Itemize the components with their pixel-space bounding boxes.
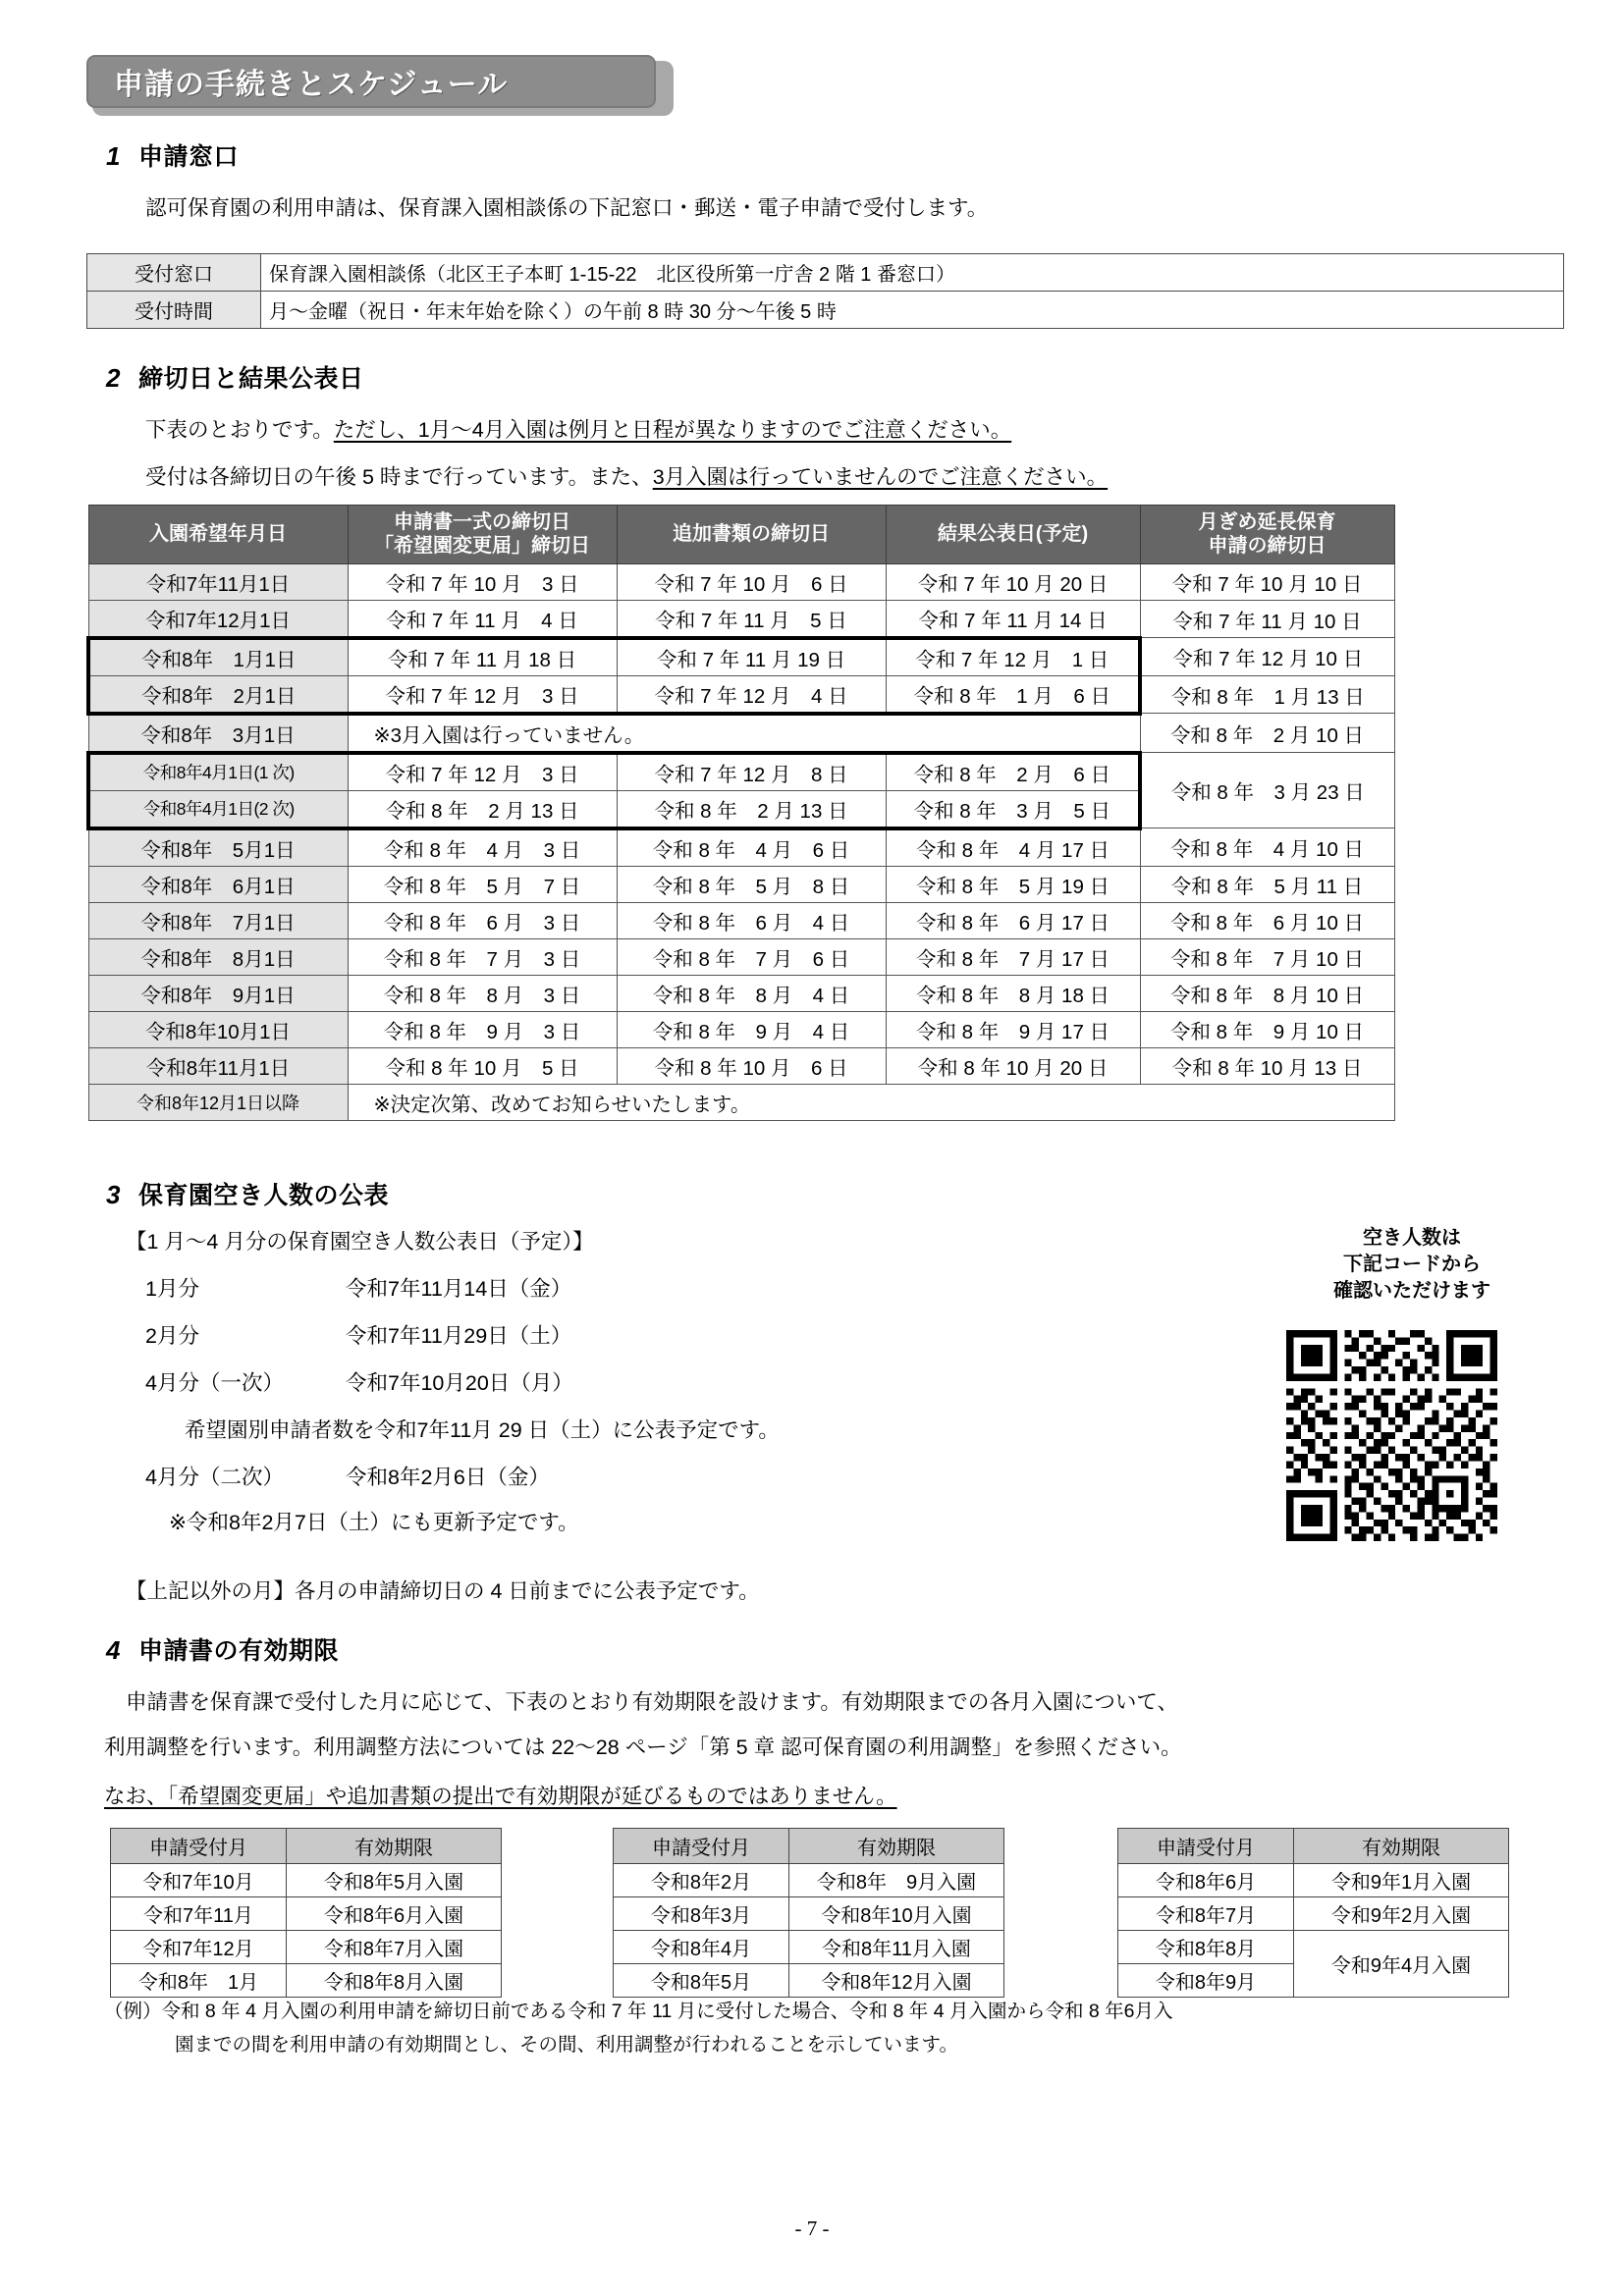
cell-extended-deadline: 令和 8 年 6 月 10 日 [1140, 902, 1394, 938]
table-row [614, 1931, 1004, 1964]
section1-number: 1 [106, 141, 121, 171]
validity1-month: 令和7年10月 [111, 1864, 287, 1897]
table-header-row [111, 1829, 502, 1864]
validity1-month: 令和7年12月 [111, 1931, 287, 1964]
reception-info-table [86, 253, 1564, 329]
table-row [88, 1084, 1394, 1120]
banner-bar [86, 55, 656, 108]
validity2-header-month: 申請受付月 [614, 1829, 789, 1864]
table-row [88, 600, 1394, 638]
validity2-expiry: 令和8年12月入園 [789, 1964, 1004, 1998]
schedule-header-application-deadline [348, 506, 617, 564]
cell-app-deadline: 令和 8 年 8 月 3 日 [348, 975, 617, 1011]
header-line: 入園希望年月日 [149, 523, 287, 546]
header-line: 月ぎめ延長保育 [1198, 511, 1336, 533]
cell-docs-deadline: 令和 8 年 4 月 6 日 [617, 828, 886, 867]
validity2-month: 令和8年5月 [614, 1964, 789, 1998]
cell-result-date: 令和 7 年 11 月 14 日 [886, 600, 1140, 638]
cell-desired-date: 令和8年 9月1日 [88, 975, 348, 1011]
table-row [111, 1864, 502, 1897]
section3-number: 3 [106, 1180, 121, 1209]
cell-result-date: 令和 8 年 6 月 17 日 [886, 902, 1140, 938]
cell-result-date: 令和 7 年 12 月 1 日 [886, 638, 1140, 676]
schedule-table-body [88, 563, 1394, 1120]
vacancy-item-value-apr2: 令和8年2月6日（金） [346, 1466, 550, 1489]
cell-app-deadline: 令和 8 年 6 月 3 日 [348, 902, 617, 938]
section3-note-1: 希望園別申請者数を令和7年11月 29 日（土）に公表予定です。 [185, 1418, 780, 1442]
validity3-month: 令和8年8月 [1118, 1931, 1294, 1964]
header-line: 「希望園変更届」締切日 [374, 535, 590, 558]
cell-extended-deadline: 令和 8 年 2 月 10 日 [1140, 714, 1394, 753]
cell-result-date: 令和 8 年 4 月 17 日 [886, 828, 1140, 867]
section3-note-2: ※令和8年2月7日（土）にも更新予定です。 [169, 1511, 579, 1534]
cell-app-deadline: 令和 8 年 9 月 3 日 [348, 1011, 617, 1047]
table-row [1118, 1864, 1509, 1897]
validity3-expiry: 令和9年2月入園 [1294, 1897, 1509, 1931]
header-line: 結果公表日(予定) [937, 523, 1089, 546]
header-line: 申請の締切日 [1208, 535, 1326, 558]
qr-caption [1294, 1225, 1530, 1305]
validity2-header-expiry: 有効期限 [789, 1829, 1004, 1864]
validity1-expiry: 令和8年8月入園 [287, 1964, 502, 1998]
section3-other-months: 【上記以外の月】各月の申請締切日の 4 日前までに公表予定です。 [126, 1579, 760, 1603]
validity3-month: 令和8年7月 [1118, 1897, 1294, 1931]
cell-app-deadline: 令和 7 年 12 月 3 日 [348, 753, 617, 791]
cell-app-deadline: 令和 7 年 12 月 3 日 [348, 675, 617, 714]
cell-extended-deadline: 令和 7 年 12 月 10 日 [1140, 638, 1394, 676]
section3-title: 保育園空き人数の公表 [137, 1182, 389, 1209]
cell-docs-deadline: 令和 8 年 8 月 4 日 [617, 975, 886, 1011]
table-row [88, 902, 1394, 938]
cell-desired-date: 令和8年4月1日(2 次) [88, 790, 348, 828]
cell-extended-deadline: 令和 8 年 7 月 10 日 [1140, 938, 1394, 975]
cell-docs-deadline: 令和 7 年 12 月 4 日 [617, 675, 886, 714]
validity-table-1 [110, 1828, 502, 1998]
reception-window-value: 保育課入園相談係（北区王子本町 1-15-22 北区役所第一庁舎 2 階 1 番窓口） [261, 254, 1564, 292]
schedule-header-additional-docs-deadline [617, 506, 886, 564]
table-row [614, 1964, 1004, 1998]
cell-result-date: 令和 8 年 1 月 6 日 [886, 675, 1140, 714]
section2-para1-plain: 下表のとおりです。 [145, 418, 334, 442]
cell-app-deadline: 令和 8 年 10 月 5 日 [348, 1047, 617, 1084]
qr-caption-line-1: 空き人数は [1363, 1227, 1461, 1249]
section4-heading [106, 1631, 339, 1667]
section2-title: 締切日と結果公表日 [137, 365, 364, 393]
validity3-month: 令和8年9月 [1118, 1964, 1294, 1998]
validity-table-2 [613, 1828, 1004, 1998]
section2-para1-underlined: ただし、1月～4月入園は例月と日程が異なりますのでご注意ください。 [333, 418, 1012, 442]
validity1-month: 令和8年 1月 [111, 1964, 287, 1998]
section1-intro: 認可保育園の利用申請は、保育課入園相談係の下記窓口・郵送・電子申請で受付します。 [145, 196, 989, 220]
section4-title: 申請書の有効期限 [137, 1637, 339, 1665]
cell-extended-deadline: 令和 8 年 9 月 10 日 [1140, 1011, 1394, 1047]
cell-docs-deadline: 令和 8 年 6 月 4 日 [617, 902, 886, 938]
section4-paragraph-line2: 利用調整を行います。利用調整方法については 22～28 ページ「第 5 章 認可保育園の利用調整」を参照ください。 [104, 1735, 1182, 1759]
table-row [614, 1897, 1004, 1931]
cell-app-deadline: 令和 8 年 2 月 13 日 [348, 790, 617, 828]
table-row-highlighted [88, 638, 1394, 676]
cell-docs-deadline: 令和 7 年 11 月 19 日 [617, 638, 886, 676]
cell-result-date: 令和 8 年 5 月 19 日 [886, 866, 1140, 902]
table-row [88, 828, 1394, 867]
table-row [88, 563, 1394, 600]
cell-extended-deadline: 令和 8 年 4 月 10 日 [1140, 828, 1394, 867]
cell-desired-date: 令和8年11月1日 [88, 1047, 348, 1084]
section4-footnote-line2: 園までの間を利用申請の有効期間とし、その間、利用調整が行われることを示しています。 [175, 2034, 958, 2056]
page-number: - 7 - [794, 2216, 830, 2240]
section4-footnote-line1: （例）令和 8 年 4 月入園の利用申請を締切日前である令和 7 年 11 月に受付した場合、令和 8 年 4 月入園から令和 8 年6月入 [104, 2001, 1173, 2022]
cell-desired-date: 令和8年 5月1日 [88, 828, 348, 867]
schedule-header-result-announcement [886, 506, 1140, 564]
header-line: 追加書類の締切日 [673, 523, 830, 546]
cell-desired-date: 令和8年10月1日 [88, 1011, 348, 1047]
section2-para2-underlined: 3月入園は行っていませんのでご注意ください。 [652, 465, 1109, 489]
table-row-highlighted [88, 675, 1394, 714]
validity3-header-expiry: 有効期限 [1294, 1829, 1509, 1864]
reception-window-label: 受付窓口 [87, 254, 261, 292]
table-row [1118, 1897, 1509, 1931]
section1-heading [106, 137, 239, 173]
section3-heading [106, 1176, 389, 1211]
cell-desired-date: 令和8年4月1日(1 次) [88, 753, 348, 791]
table-row [88, 975, 1394, 1011]
cell-app-deadline: 令和 7 年 11 月 4 日 [348, 600, 617, 638]
cell-extended-deadline: 令和 8 年 1 月 13 日 [1140, 675, 1394, 714]
vacancy-item-label-apr2: 4月分（二次） [145, 1466, 284, 1489]
cell-result-date: 令和 7 年 10 月 20 日 [886, 563, 1140, 600]
schedule-header-row [88, 506, 1394, 564]
cell-docs-deadline: 令和 8 年 5 月 8 日 [617, 866, 886, 902]
cell-extended-deadline: 令和 7 年 11 月 10 日 [1140, 600, 1394, 638]
cell-desired-date: 令和8年 8月1日 [88, 938, 348, 975]
vacancy-item-label-apr1: 4月分（一次） [145, 1371, 284, 1395]
cell-extended-deadline: 令和 8 年 3 月 23 日 [1140, 753, 1394, 828]
table-header-row [614, 1829, 1004, 1864]
vacancy-item-label-jan: 1月分 [145, 1277, 199, 1301]
cell-extended-deadline: 令和 8 年 8 月 10 日 [1140, 975, 1394, 1011]
cell-docs-deadline: 令和 8 年 2 月 13 日 [617, 790, 886, 828]
validity3-month: 令和8年6月 [1118, 1864, 1294, 1897]
validity2-month: 令和8年3月 [614, 1897, 789, 1931]
table-header-row [1118, 1829, 1509, 1864]
schedule-table [86, 505, 1395, 1121]
cell-desired-date: 令和8年 1月1日 [88, 638, 348, 676]
section2-paragraph-2 [145, 461, 1108, 493]
section2-para2-plain: 受付は各締切日の午後 5 時まで行っています。また、 [145, 465, 653, 489]
cell-result-date: 令和 8 年 2 月 6 日 [886, 753, 1140, 791]
table-row [88, 714, 1394, 753]
cell-docs-deadline: 令和 7 年 10 月 6 日 [617, 563, 886, 600]
cell-desired-date: 令和8年 7月1日 [88, 902, 348, 938]
validity1-expiry: 令和8年7月入園 [287, 1931, 502, 1964]
vacancy-item-value-feb: 令和7年11月29日（土） [346, 1324, 572, 1348]
section4-number: 4 [106, 1635, 121, 1665]
section2-heading [106, 359, 363, 395]
cell-result-date: 令和 8 年 3 月 5 日 [886, 790, 1140, 828]
section2-paragraph-1 [145, 414, 1011, 446]
cell-result-date: 令和 8 年 10 月 20 日 [886, 1047, 1140, 1084]
section4-paragraph-line1: 申請書を保育課で受付した月に応じて、下表のとおり有効期限を設けます。有効期限までの各月入園について、 [126, 1690, 1178, 1714]
table-row [87, 254, 1564, 292]
cell-extended-deadline: 令和 7 年 10 月 10 日 [1140, 563, 1394, 600]
cell-march-note: ※3月入園は行っていません。 [348, 714, 1140, 753]
cell-desired-date: 令和8年 3月1日 [88, 714, 348, 753]
table-row [111, 1964, 502, 1998]
table-row [88, 1047, 1394, 1084]
vacancy-item-value-apr1: 令和7年10月20日（月） [346, 1371, 573, 1395]
cell-desired-date: 令和8年 2月1日 [88, 675, 348, 714]
cell-app-deadline: 令和 7 年 10 月 3 日 [348, 563, 617, 600]
cell-result-date: 令和 8 年 8 月 18 日 [886, 975, 1140, 1011]
vacancy-item-label-feb: 2月分 [145, 1324, 199, 1348]
validity2-month: 令和8年4月 [614, 1931, 789, 1964]
cell-desired-date: 令和8年12月1日以降 [88, 1084, 348, 1120]
validity1-expiry: 令和8年5月入園 [287, 1864, 502, 1897]
cell-december-note: ※決定次第、改めてお知らせいたします。 [348, 1084, 1394, 1120]
cell-desired-date: 令和8年 6月1日 [88, 866, 348, 902]
section1-title: 申請窓口 [137, 143, 239, 171]
cell-docs-deadline: 令和 8 年 10 月 6 日 [617, 1047, 886, 1084]
cell-docs-deadline: 令和 7 年 12 月 8 日 [617, 753, 886, 791]
validity3-header-month: 申請受付月 [1118, 1829, 1294, 1864]
qr-caption-line-2: 下記コードから [1343, 1254, 1481, 1275]
qr-code-svg [1286, 1330, 1497, 1541]
schedule-header-extended-care-deadline [1140, 506, 1394, 564]
validity1-header-expiry: 有効期限 [287, 1829, 502, 1864]
cell-docs-deadline: 令和 7 年 11 月 5 日 [617, 600, 886, 638]
cell-desired-date: 令和7年11月1日 [88, 563, 348, 600]
table-row [88, 1011, 1394, 1047]
table-row [111, 1931, 502, 1964]
table-row [88, 938, 1394, 975]
cell-result-date: 令和 8 年 7 月 17 日 [886, 938, 1140, 975]
validity2-month: 令和8年2月 [614, 1864, 789, 1897]
section2-number: 2 [106, 363, 121, 393]
cell-extended-deadline: 令和 8 年 10 月 13 日 [1140, 1047, 1394, 1084]
cell-docs-deadline: 令和 8 年 7 月 6 日 [617, 938, 886, 975]
table-row [111, 1897, 502, 1931]
qr-caption-line-3: 確認いただけます [1333, 1280, 1490, 1302]
cell-result-date: 令和 8 年 9 月 17 日 [886, 1011, 1140, 1047]
table-row [614, 1864, 1004, 1897]
validity1-expiry: 令和8年6月入園 [287, 1897, 502, 1931]
table-row [87, 292, 1564, 329]
cell-desired-date: 令和7年12月1日 [88, 600, 348, 638]
table-row [88, 866, 1394, 902]
validity-table-3 [1117, 1828, 1509, 1998]
schedule-header-desired-date [88, 506, 348, 564]
section3-bracket-heading: 【1 月～4 月分の保育園空き人数公表日（予定）】 [126, 1230, 594, 1254]
reception-hours-value: 月～金曜（祝日・年末年始を除く）の午前 8 時 30 分～午後 5 時 [261, 292, 1564, 329]
validity3-expiry: 令和9年1月入園 [1294, 1864, 1509, 1897]
vacancy-item-value-jan: 令和7年11月14日（金） [346, 1277, 572, 1301]
validity2-expiry: 令和8年10月入園 [789, 1897, 1004, 1931]
page-banner [86, 55, 676, 116]
section4-note-underlined: なお、「希望園変更届」や追加書類の提出で有効期限が延びるものではありません。 [104, 1785, 897, 1808]
validity1-month: 令和7年11月 [111, 1897, 287, 1931]
reception-hours-label: 受付時間 [87, 292, 261, 329]
cell-docs-deadline: 令和 8 年 9 月 4 日 [617, 1011, 886, 1047]
cell-app-deadline: 令和 8 年 7 月 3 日 [348, 938, 617, 975]
cell-app-deadline: 令和 8 年 4 月 3 日 [348, 828, 617, 867]
validity3-expiry-merged: 令和9年4月入園 [1294, 1931, 1509, 1998]
banner-title: 申請の手続きとスケジュール [114, 69, 509, 101]
table-row [1118, 1931, 1509, 1964]
cell-app-deadline: 令和 7 年 11 月 18 日 [348, 638, 617, 676]
cell-extended-deadline: 令和 8 年 5 月 11 日 [1140, 866, 1394, 902]
validity1-header-month: 申請受付月 [111, 1829, 287, 1864]
table-row-highlighted [88, 753, 1394, 791]
qr-code-image [1286, 1330, 1497, 1541]
cell-app-deadline: 令和 8 年 5 月 7 日 [348, 866, 617, 902]
header-line: 申請書一式の締切日 [394, 511, 570, 533]
validity2-expiry: 令和8年11月入園 [789, 1931, 1004, 1964]
validity2-expiry: 令和8年 9月入園 [789, 1864, 1004, 1897]
